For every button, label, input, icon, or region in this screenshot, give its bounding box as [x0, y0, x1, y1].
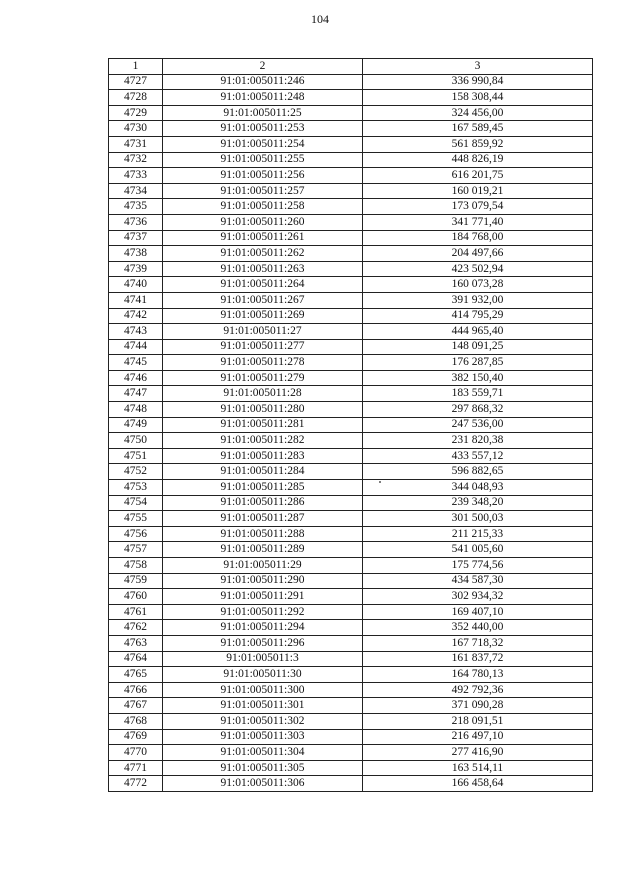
row-number-cell: 4735	[109, 199, 163, 215]
table-row	[109, 448, 593, 464]
cadastral-value-cell: 561 859,92	[363, 136, 593, 152]
table-row	[109, 620, 593, 636]
table-row	[109, 402, 593, 418]
table-row	[109, 152, 593, 168]
table-row	[109, 324, 593, 340]
table-row	[109, 760, 593, 776]
table-row	[109, 464, 593, 480]
cadastral-value-cell: 596 882,65	[363, 464, 593, 480]
table-row	[109, 604, 593, 620]
row-number-cell: 4740	[109, 277, 163, 293]
row-number-cell: 4743	[109, 324, 163, 340]
cadastral-value-cell: 211 215,33	[363, 526, 593, 542]
table-header-row	[109, 59, 593, 75]
row-number-cell: 4734	[109, 183, 163, 199]
cadastral-number-cell: 91:01:005011:248	[163, 90, 363, 106]
table-row	[109, 682, 593, 698]
table-row	[109, 370, 593, 386]
cadastral-number-cell: 91:01:005011:280	[163, 402, 363, 418]
cadastral-number-cell: 91:01:005011:263	[163, 261, 363, 277]
row-number-cell: 4733	[109, 168, 163, 184]
cadastral-value-cell: 414 795,29	[363, 308, 593, 324]
cadastral-number-cell: 91:01:005011:296	[163, 635, 363, 651]
table-row	[109, 199, 593, 215]
cadastral-number-cell: 91:01:005011:284	[163, 464, 363, 480]
cadastral-value-cell: 161 837,72	[363, 651, 593, 667]
cadastral-number-cell: 91:01:005011:277	[163, 339, 363, 355]
table-row	[109, 495, 593, 511]
cadastral-value-cell: 160 019,21	[363, 183, 593, 199]
row-number-cell: 4768	[109, 713, 163, 729]
cadastral-value-cell: 448 826,19	[363, 152, 593, 168]
table-body	[109, 74, 593, 791]
cadastral-number-cell: 91:01:005011:282	[163, 433, 363, 449]
cadastral-number-cell: 91:01:005011:281	[163, 417, 363, 433]
cadastral-value-cell: 324 456,00	[363, 105, 593, 121]
cadastral-value-cell: 344 048,93	[363, 480, 593, 496]
cadastral-number-cell: 91:01:005011:291	[163, 589, 363, 605]
table-row	[109, 542, 593, 558]
row-number-cell: 4761	[109, 604, 163, 620]
cadastral-value-cell: 167 718,32	[363, 635, 593, 651]
cadastral-number-cell: 91:01:005011:294	[163, 620, 363, 636]
row-number-cell: 4760	[109, 589, 163, 605]
row-number-cell: 4731	[109, 136, 163, 152]
cadastral-number-cell: 91:01:005011:261	[163, 230, 363, 246]
table-row	[109, 698, 593, 714]
table-row	[109, 355, 593, 371]
cadastral-number-cell: 91:01:005011:286	[163, 495, 363, 511]
cadastral-number-cell: 91:01:005011:257	[163, 183, 363, 199]
table-row	[109, 745, 593, 761]
cadastral-value-cell: 302 934,32	[363, 589, 593, 605]
row-number-cell: 4742	[109, 308, 163, 324]
table-row	[109, 308, 593, 324]
cadastral-value-cell: 160 073,28	[363, 277, 593, 293]
cadastral-number-cell: 91:01:005011:290	[163, 573, 363, 589]
row-number-cell: 4741	[109, 292, 163, 308]
stray-mark	[379, 481, 381, 483]
cadastral-number-cell: 91:01:005011:289	[163, 542, 363, 558]
row-number-cell: 4757	[109, 542, 163, 558]
cadastral-number-cell: 91:01:005011:264	[163, 277, 363, 293]
cadastral-value-cell: 183 559,71	[363, 386, 593, 402]
table-row	[109, 589, 593, 605]
row-number-cell: 4758	[109, 558, 163, 574]
cadastral-number-cell: 91:01:005011:304	[163, 745, 363, 761]
row-number-cell: 4738	[109, 246, 163, 262]
row-number-cell: 4764	[109, 651, 163, 667]
table-row	[109, 729, 593, 745]
cadastral-number-cell: 91:01:005011:278	[163, 355, 363, 371]
cadastral-value-cell: 541 005,60	[363, 542, 593, 558]
row-number-cell: 4754	[109, 495, 163, 511]
cadastral-value-cell: 423 502,94	[363, 261, 593, 277]
cadastral-value-cell: 204 497,66	[363, 246, 593, 262]
row-number-cell: 4763	[109, 635, 163, 651]
row-number-cell: 4759	[109, 573, 163, 589]
table-row	[109, 183, 593, 199]
cadastral-number-cell: 91:01:005011:267	[163, 292, 363, 308]
cadastral-value-cell: 391 932,00	[363, 292, 593, 308]
cadastral-number-cell: 91:01:005011:306	[163, 776, 363, 792]
cadastral-value-cell: 166 458,64	[363, 776, 593, 792]
row-number-cell: 4766	[109, 682, 163, 698]
cadastral-number-cell: 91:01:005011:246	[163, 74, 363, 90]
table-row	[109, 246, 593, 262]
row-number-cell: 4753	[109, 480, 163, 496]
row-number-cell: 4751	[109, 448, 163, 464]
row-number-cell: 4745	[109, 355, 163, 371]
row-number-cell: 4765	[109, 667, 163, 683]
cadastral-number-cell: 91:01:005011:28	[163, 386, 363, 402]
row-number-cell: 4767	[109, 698, 163, 714]
row-number-cell: 4730	[109, 121, 163, 137]
table-row	[109, 261, 593, 277]
table-row	[109, 526, 593, 542]
cadastral-number-cell: 91:01:005011:303	[163, 729, 363, 745]
cadastral-number-cell: 91:01:005011:301	[163, 698, 363, 714]
cadastral-value-cell: 216 497,10	[363, 729, 593, 745]
cadastral-value-cell: 239 348,20	[363, 495, 593, 511]
cadastral-number-cell: 91:01:005011:285	[163, 480, 363, 496]
table-row	[109, 168, 593, 184]
cadastral-value-cell: 175 774,56	[363, 558, 593, 574]
cadastral-number-cell: 91:01:005011:262	[163, 246, 363, 262]
table-row	[109, 480, 593, 496]
row-number-cell: 4769	[109, 729, 163, 745]
table-row	[109, 339, 593, 355]
table-row	[109, 667, 593, 683]
row-number-cell: 4756	[109, 526, 163, 542]
cadastral-value-cell: 382 150,40	[363, 370, 593, 386]
cadastral-number-cell: 91:01:005011:255	[163, 152, 363, 168]
cadastral-number-cell: 91:01:005011:3	[163, 651, 363, 667]
table-row	[109, 776, 593, 792]
table-row	[109, 121, 593, 137]
cadastral-number-cell: 91:01:005011:300	[163, 682, 363, 698]
table-row	[109, 635, 593, 651]
cadastral-number-cell: 91:01:005011:254	[163, 136, 363, 152]
table-row	[109, 90, 593, 106]
cadastral-value-cell: 492 792,36	[363, 682, 593, 698]
table-row	[109, 558, 593, 574]
row-number-cell: 4736	[109, 214, 163, 230]
row-number-cell: 4746	[109, 370, 163, 386]
row-number-cell: 4755	[109, 511, 163, 527]
table-row	[109, 214, 593, 230]
table-row	[109, 230, 593, 246]
cadastral-value-cell: 352 440,00	[363, 620, 593, 636]
row-number-cell: 4732	[109, 152, 163, 168]
cadastral-number-cell: 91:01:005011:25	[163, 105, 363, 121]
row-number-cell: 4727	[109, 74, 163, 90]
cadastral-number-cell: 91:01:005011:305	[163, 760, 363, 776]
column-header-1: 1	[109, 59, 163, 75]
cadastral-value-cell: 176 287,85	[363, 355, 593, 371]
table-row	[109, 651, 593, 667]
cadastral-number-cell: 91:01:005011:269	[163, 308, 363, 324]
cadastral-value-cell: 231 820,38	[363, 433, 593, 449]
cadastral-value-cell: 371 090,28	[363, 698, 593, 714]
table-row	[109, 417, 593, 433]
cadastral-number-cell: 91:01:005011:302	[163, 713, 363, 729]
cadastral-value-cell: 277 416,90	[363, 745, 593, 761]
cadastral-value-cell: 336 990,84	[363, 74, 593, 90]
table-row	[109, 136, 593, 152]
cadastral-number-cell: 91:01:005011:253	[163, 121, 363, 137]
row-number-cell: 4749	[109, 417, 163, 433]
cadastral-number-cell: 91:01:005011:287	[163, 511, 363, 527]
cadastral-value-cell: 158 308,44	[363, 90, 593, 106]
cadastral-number-cell: 91:01:005011:283	[163, 448, 363, 464]
table-row	[109, 433, 593, 449]
row-number-cell: 4747	[109, 386, 163, 402]
column-header-3: 3	[363, 59, 593, 75]
row-number-cell: 4771	[109, 760, 163, 776]
table-row	[109, 573, 593, 589]
table-row	[109, 713, 593, 729]
row-number-cell: 4737	[109, 230, 163, 246]
cadastral-number-cell: 91:01:005011:258	[163, 199, 363, 215]
cadastral-number-cell: 91:01:005011:29	[163, 558, 363, 574]
cadastral-value-cell: 433 557,12	[363, 448, 593, 464]
cadastral-number-cell: 91:01:005011:279	[163, 370, 363, 386]
table-row	[109, 277, 593, 293]
row-number-cell: 4728	[109, 90, 163, 106]
cadastral-number-cell: 91:01:005011:30	[163, 667, 363, 683]
cadastral-value-cell: 297 868,32	[363, 402, 593, 418]
row-number-cell: 4772	[109, 776, 163, 792]
cadastral-value-cell: 169 407,10	[363, 604, 593, 620]
table-row	[109, 386, 593, 402]
cadastral-number-cell: 91:01:005011:288	[163, 526, 363, 542]
cadastral-value-cell: 218 091,51	[363, 713, 593, 729]
table-row	[109, 292, 593, 308]
cadastral-number-cell: 91:01:005011:256	[163, 168, 363, 184]
row-number-cell: 4748	[109, 402, 163, 418]
table-row	[109, 105, 593, 121]
row-number-cell: 4752	[109, 464, 163, 480]
row-number-cell: 4750	[109, 433, 163, 449]
cadastral-value-cell: 148 091,25	[363, 339, 593, 355]
table-row	[109, 74, 593, 90]
cadastral-number-cell: 91:01:005011:292	[163, 604, 363, 620]
cadastral-value-cell: 163 514,11	[363, 760, 593, 776]
cadastral-value-table	[108, 58, 593, 792]
cadastral-value-cell: 167 589,45	[363, 121, 593, 137]
cadastral-value-cell: 434 587,30	[363, 573, 593, 589]
cadastral-value-cell: 184 768,00	[363, 230, 593, 246]
table-row	[109, 511, 593, 527]
cadastral-value-cell: 444 965,40	[363, 324, 593, 340]
cadastral-value-cell: 341 771,40	[363, 214, 593, 230]
page-number: 104	[311, 12, 329, 26]
row-number-cell: 4739	[109, 261, 163, 277]
cadastral-value-cell: 616 201,75	[363, 168, 593, 184]
cadastral-value-cell: 301 500,03	[363, 511, 593, 527]
row-number-cell: 4762	[109, 620, 163, 636]
column-header-2: 2	[163, 59, 363, 75]
row-number-cell: 4770	[109, 745, 163, 761]
cadastral-number-cell: 91:01:005011:27	[163, 324, 363, 340]
cadastral-value-cell: 247 536,00	[363, 417, 593, 433]
cadastral-number-cell: 91:01:005011:260	[163, 214, 363, 230]
cadastral-value-cell: 173 079,54	[363, 199, 593, 215]
row-number-cell: 4744	[109, 339, 163, 355]
cadastral-value-cell: 164 780,13	[363, 667, 593, 683]
row-number-cell: 4729	[109, 105, 163, 121]
